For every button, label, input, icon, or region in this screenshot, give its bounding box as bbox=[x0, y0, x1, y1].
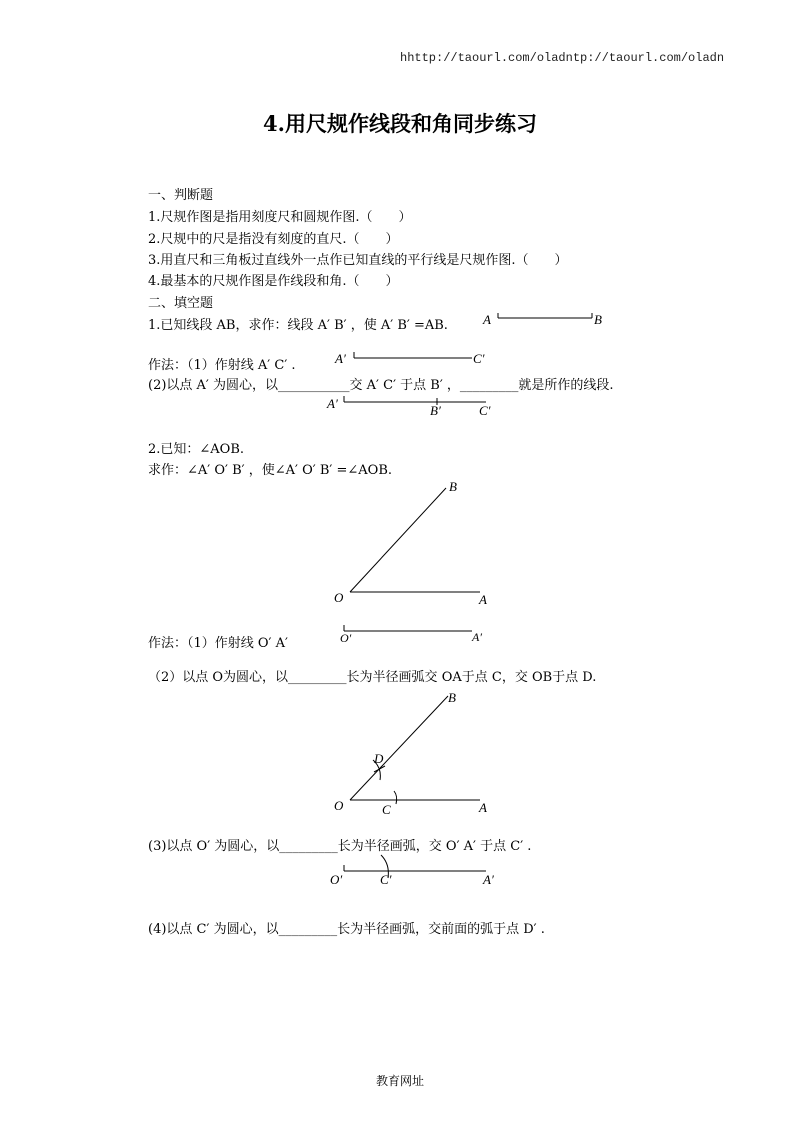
footer: 教育网址 bbox=[375, 1074, 424, 1088]
label-c-prime: C′ bbox=[380, 872, 392, 887]
q1-step2: (2)以点 A′ 为圆心，以___________交 A′ C′ 于点 B′ ，_________就是所作的线段. bbox=[148, 378, 614, 393]
label-a-prime: A′ bbox=[327, 396, 338, 411]
ray-o1a1-figure bbox=[326, 622, 496, 646]
q2-step1: 作法：（1）作射线 O′ A′ bbox=[148, 636, 288, 651]
label-a-prime: A′ bbox=[335, 351, 346, 366]
label-b: B bbox=[594, 312, 602, 327]
q2-given: 2.已知：∠AOB. bbox=[148, 442, 245, 457]
label-c: C bbox=[382, 802, 391, 817]
section1-heading: 一、判断题 bbox=[148, 188, 214, 203]
label-o: O bbox=[334, 590, 344, 605]
label-o-prime: O′ bbox=[330, 872, 343, 887]
label-c-prime: C′ bbox=[479, 403, 491, 418]
label-o: O bbox=[334, 798, 344, 813]
q1-given: 1.已知线段 AB，求作：线段 A′ B′ ，使 A′ B′ =AB. bbox=[148, 318, 448, 333]
header-url: hhttp://taourl.com/oladntp://taourl.com/oladn bbox=[400, 51, 725, 65]
label-d: D bbox=[374, 751, 384, 766]
label-b: B bbox=[448, 690, 456, 705]
q2-step3: (3)以点 O′ 为圆心，以_________长为半径画弧，交 O′ A′ 于点 C′ . bbox=[148, 839, 532, 854]
judge-item-3: 3.用直尺和三角板过直线外一点作已知直线的平行线是尺规作图.（ ） bbox=[148, 253, 568, 268]
ray-a1c1-figure bbox=[334, 346, 504, 370]
judge-item-2: 2.尺规中的尺是指没有刻度的直尺.（ ） bbox=[148, 232, 399, 247]
judge-item-1: 1.尺规作图是指用刻度尺和圆规作图.（ ） bbox=[148, 210, 412, 225]
segment-a1b1-figure bbox=[326, 393, 506, 419]
label-a: A bbox=[479, 800, 487, 815]
label-o-prime: O′ bbox=[340, 631, 352, 645]
label-b-prime: B′ bbox=[430, 403, 441, 418]
label-a: A bbox=[479, 592, 487, 607]
label-a: A bbox=[483, 312, 491, 327]
label-a-prime: A′ bbox=[472, 630, 482, 644]
angle-aob-arc-figure bbox=[330, 688, 500, 822]
q2-step2: （2）以点 O为圆心，以_________长为半径画弧交 OA于点 C，交 OB于点 D. bbox=[148, 670, 597, 685]
section2-heading: 二、填空题 bbox=[148, 296, 214, 311]
label-b: B bbox=[449, 479, 457, 494]
q2-find: 求作：∠A′ O′ B′ ，使∠A′ O′ B′ =∠AOB. bbox=[148, 463, 393, 478]
label-a-prime: A′ bbox=[483, 872, 494, 887]
ray-o1c1-figure bbox=[328, 852, 508, 890]
segment-ab-figure bbox=[480, 306, 610, 330]
page-title: 4.用尺规作线段和角同步练习 bbox=[263, 111, 537, 136]
judge-item-4: 4.最基本的尺规作图是作线段和角.（ ） bbox=[148, 274, 399, 289]
q1-step1: 作法：（1）作射线 A′ C′ . bbox=[148, 358, 296, 373]
label-c-prime: C′ bbox=[473, 351, 485, 366]
angle-aob-figure bbox=[330, 478, 500, 610]
q2-step4: (4)以点 C′ 为圆心，以_________长为半径画弧，交前面的弧于点 D′ . bbox=[148, 922, 545, 937]
